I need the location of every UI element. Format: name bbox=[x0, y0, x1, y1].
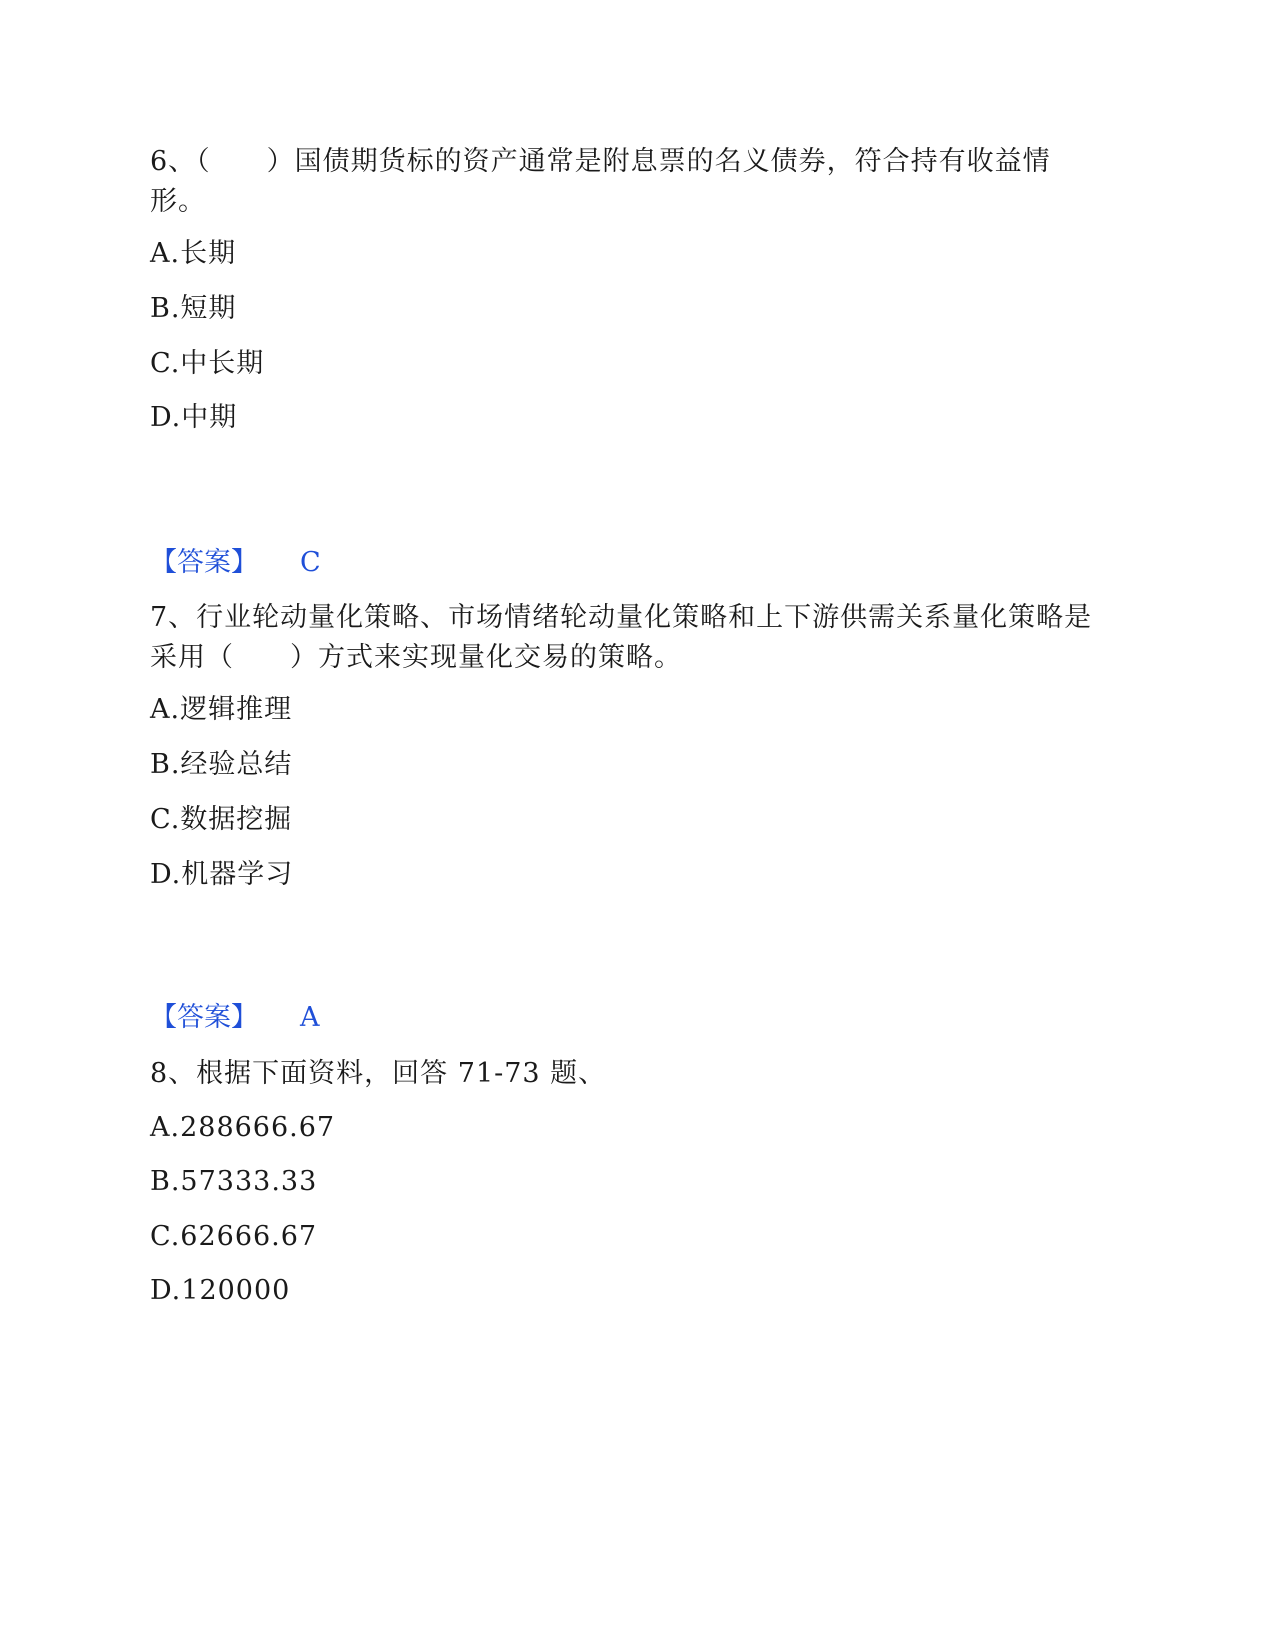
question-6-option-a: A.长期 bbox=[150, 238, 237, 269]
answer-label: 【答案】 bbox=[150, 1002, 258, 1033]
question-8-text: 8、根据下面资料，回答 71-73 题、 bbox=[150, 1058, 607, 1089]
question-8-option-c: C.62666.67 bbox=[150, 1221, 318, 1252]
question-6-option-d: D.中期 bbox=[150, 402, 238, 433]
question-7-option-c: C.数据挖掘 bbox=[150, 804, 293, 835]
question-6-option-c: C.中长期 bbox=[150, 348, 265, 379]
question-8-option-a: A.288666.67 bbox=[150, 1112, 336, 1143]
answer-value: C bbox=[300, 547, 321, 578]
question-8-option-b: B.57333.33 bbox=[150, 1166, 318, 1197]
question-6-text: 6、（ ）国债期货标的资产通常是附息票的名义债券，符合持有收益情形。 bbox=[150, 146, 1051, 217]
question-7-answer bbox=[150, 1000, 320, 1036]
question-7-option-d: D.机器学习 bbox=[150, 859, 294, 890]
question-7-option-a: A.逻辑推理 bbox=[150, 694, 293, 725]
question-6-option-b: B.短期 bbox=[150, 293, 237, 324]
question-6-answer bbox=[150, 545, 321, 581]
question-7-text: 7、行业轮动量化策略、市场情绪轮动量化策略和上下游供需关系量化策略是采用（ ）方式来实现量化交易的策略。 bbox=[150, 602, 1093, 673]
answer-value: A bbox=[300, 1002, 320, 1033]
question-8-option-d: D.120000 bbox=[150, 1275, 291, 1306]
question-7-option-b: B.经验总结 bbox=[150, 749, 293, 780]
answer-label: 【答案】 bbox=[150, 547, 258, 578]
